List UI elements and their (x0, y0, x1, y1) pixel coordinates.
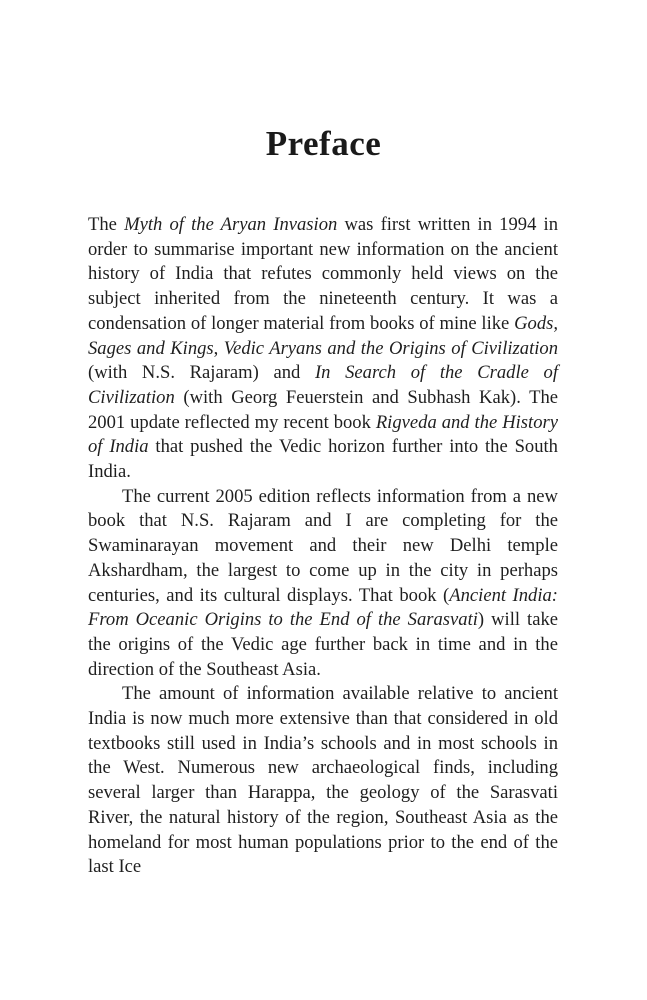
text-segment: , (213, 337, 224, 359)
paragraph (88, 485, 558, 683)
paragraph (88, 213, 558, 485)
italic-text-segment: Ancient India: From Oceanic Origins to the End of the Sarasvati (88, 584, 558, 631)
text-segment: that pushed the Vedic horizon further into the South India. (88, 436, 558, 483)
text-segment: The current 2005 edition reflects information from a new book that N.S. Rajaram and I are completing for the Swaminarayan movement and their new Delhi temple Akshardham, the largest to come up in the city in perhaps centuries, and its cultural displays. That book ( (88, 485, 558, 606)
italic-text-segment: Vedic Aryans and the Origins of Civilization (223, 337, 559, 359)
body-text (88, 213, 558, 880)
text-segment: (with Georg Feuerstein and Subhash Kak). The 2001 update reflected my recent book (88, 386, 558, 433)
text-segment: The (88, 214, 125, 235)
text-segment: (with N.S. Rajaram) and (88, 362, 315, 384)
page-title: Preface (265, 124, 382, 163)
text-segment: ) will take the origins of the Vedic age further back in time and in the direction of the Southeast Asia. (88, 609, 558, 680)
italic-text-segment: Rigveda and the History of India (88, 411, 558, 458)
text-segment: was first written in 1994 in order to summarise important new information on the ancient history of India that refutes commonly held views on the subject inherited from the nineteenth century. It was a condensation of longer material from books of mine like (88, 214, 558, 334)
paragraph (88, 682, 558, 880)
italic-text-segment: In Search of the Cradle of Civilization (88, 362, 558, 408)
italic-text-segment: Gods, Sages and Kings (88, 312, 558, 359)
text-segment: The amount of information available relative to ancient India is now much more extensive than that considered in old textbooks still used in India’s schools and in most schools in the West. Numerous new archaeological finds, including several larger than Harappa, the geology of the Sarasvati River, the natural history of the region, Southeast Asia as the homeland for most human populations prior to the end of the last Ice (88, 683, 558, 878)
italic-text-segment: Myth of the Aryan Invasion (124, 214, 338, 235)
